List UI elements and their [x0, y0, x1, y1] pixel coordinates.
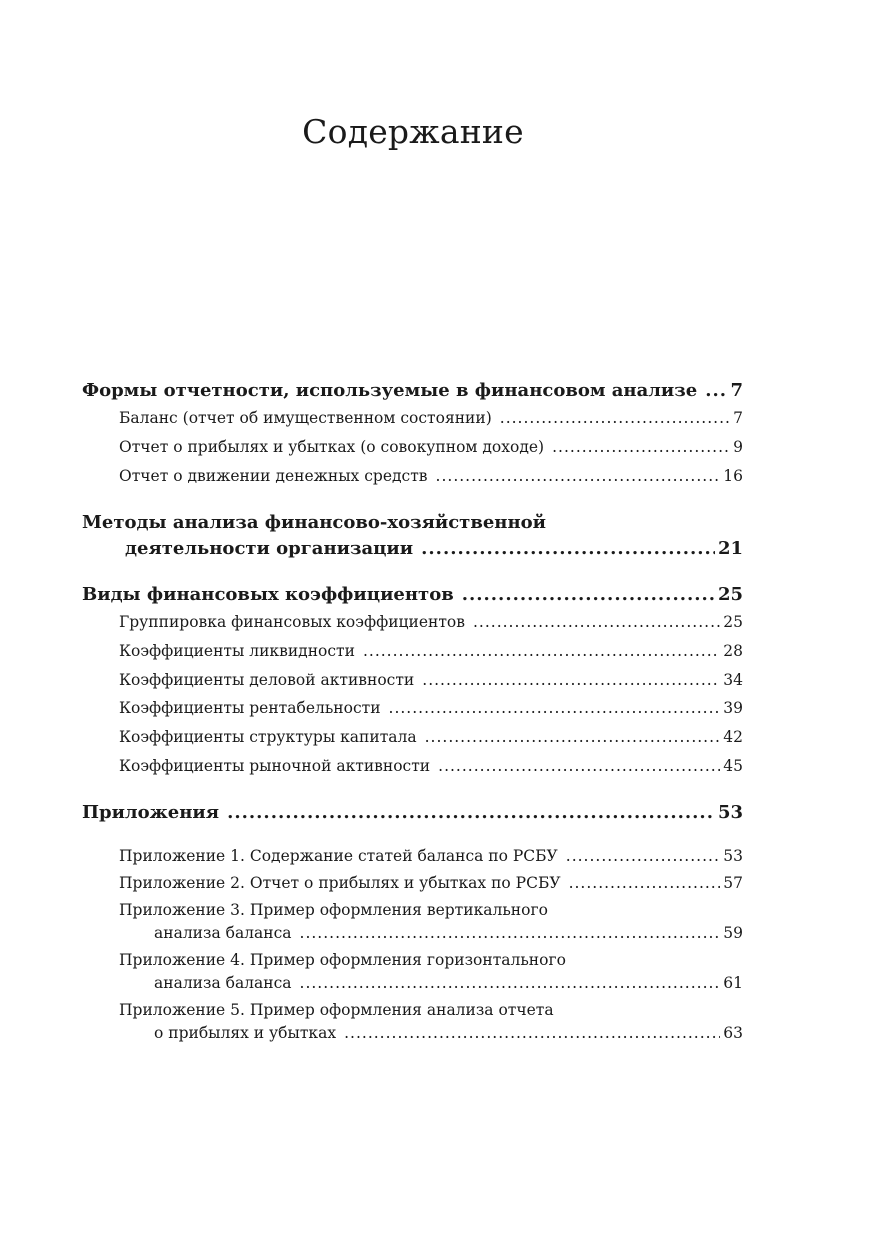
toc-page-number: 39: [723, 699, 743, 717]
toc-section-forms[interactable]: [82, 380, 743, 401]
toc-entry-activity[interactable]: [119, 671, 743, 689]
toc-page-number: 57: [723, 874, 743, 892]
toc-page-number: 7: [733, 409, 743, 427]
toc-page-number: 21: [717, 538, 743, 559]
toc-entry-label: Приложение 2. Отчет о прибылях и убытках по РСБУ: [119, 874, 561, 892]
toc-page-number: 63: [723, 1024, 743, 1042]
toc-entry-label: Отчет о прибылях и убытках (о совокупном доходе): [119, 438, 545, 456]
toc-section-methods-line1[interactable]: Методы анализа финансово-хозяйственной: [82, 512, 547, 533]
toc-leader-dots: [436, 467, 721, 485]
toc-entry-liquidity[interactable]: [119, 642, 743, 660]
toc-page-number: 25: [723, 613, 743, 631]
toc-page-number: 59: [723, 924, 743, 942]
toc-entry-label: деятельности организации: [125, 538, 414, 559]
toc-entry-appendix-1[interactable]: [119, 847, 743, 865]
toc-entry-label: Отчет о движении денежных средств: [119, 467, 428, 485]
toc-entry-label: Приложение 1. Содержание статей баланса по РСБУ: [119, 847, 558, 865]
toc-entry-balance[interactable]: [119, 409, 743, 427]
toc-entry-appendix-5-line1[interactable]: Приложение 5. Пример оформления анализа отчета: [119, 1001, 554, 1019]
toc-entry-grouping[interactable]: [119, 613, 743, 631]
toc-entry-profitability[interactable]: [119, 699, 743, 717]
toc-entry-label: анализа баланса: [154, 974, 292, 992]
toc-entry-market-activity[interactable]: [119, 757, 743, 775]
toc-page-number: 53: [723, 847, 743, 865]
toc-leader-dots: [566, 847, 721, 865]
toc-leader-dots: [705, 380, 727, 401]
page-title: Содержание: [302, 112, 524, 151]
toc-entry-appendix-3[interactable]: [154, 924, 743, 942]
toc-leader-dots: [389, 699, 721, 717]
toc-entry-label: Приложения: [82, 802, 220, 823]
toc-entry-label: Формы отчетности, используемые в финансовом анализе: [82, 380, 698, 401]
toc-leader-dots: [344, 1024, 720, 1042]
toc-leader-dots: [363, 642, 720, 660]
toc-section-appendices[interactable]: [82, 802, 743, 823]
toc-leader-dots: [227, 802, 715, 823]
toc-entry-capital-structure[interactable]: [119, 728, 743, 746]
toc-entry-income-statement[interactable]: [119, 438, 743, 456]
toc-entry-label: Группировка финансовых коэффициентов: [119, 613, 465, 631]
toc-entry-label: Коэффициенты рыночной активности: [119, 757, 431, 775]
toc-leader-dots: [300, 974, 721, 992]
toc-entry-label: Коэффициенты структуры капитала: [119, 728, 417, 746]
toc-leader-dots: [569, 874, 721, 892]
toc-leader-dots: [421, 538, 715, 559]
toc-entry-appendix-4[interactable]: [154, 974, 743, 992]
toc-leader-dots: [552, 438, 730, 456]
toc-page-number: 25: [717, 584, 743, 605]
toc-entry-label: Коэффициенты рентабельности: [119, 699, 381, 717]
toc-entry-appendix-3-line1[interactable]: Приложение 3. Пример оформления вертикального: [119, 901, 548, 919]
toc-page-number: 42: [723, 728, 743, 746]
toc-entry-label: Баланс (отчет об имущественном состоянии): [119, 409, 492, 427]
toc-entry-appendix-4-line1[interactable]: Приложение 4. Пример оформления горизонтального: [119, 951, 566, 969]
toc-entry-label: Коэффициенты ликвидности: [119, 642, 355, 660]
toc-leader-dots: [438, 757, 720, 775]
toc-entry-label: анализа баланса: [154, 924, 292, 942]
toc-page-number: 34: [723, 671, 743, 689]
toc-leader-dots: [425, 728, 721, 746]
toc-page-number: 61: [723, 974, 743, 992]
toc-entry-cash-flow[interactable]: [119, 467, 743, 485]
toc-leader-dots: [300, 924, 721, 942]
toc-entry-label: о прибылях и убытках: [154, 1024, 337, 1042]
toc-entry-label: Коэффициенты деловой активности: [119, 671, 415, 689]
toc-leader-dots: [462, 584, 715, 605]
toc-leader-dots: [422, 671, 720, 689]
toc-page-number: 16: [723, 467, 743, 485]
toc-page-number: 7: [730, 380, 743, 401]
toc-leader-dots: [473, 613, 720, 631]
toc-page-number: 45: [723, 757, 743, 775]
toc-entry-appendix-2[interactable]: [119, 874, 743, 892]
toc-leader-dots: [500, 409, 730, 427]
toc-page-number: 53: [717, 802, 743, 823]
toc-page-number: 9: [733, 438, 743, 456]
toc-section-methods[interactable]: [125, 538, 743, 559]
toc-page-number: 28: [723, 642, 743, 660]
toc-section-ratios[interactable]: [82, 584, 743, 605]
toc-entry-label: Виды финансовых коэффициентов: [82, 584, 454, 605]
toc-entry-appendix-5[interactable]: [154, 1024, 743, 1042]
